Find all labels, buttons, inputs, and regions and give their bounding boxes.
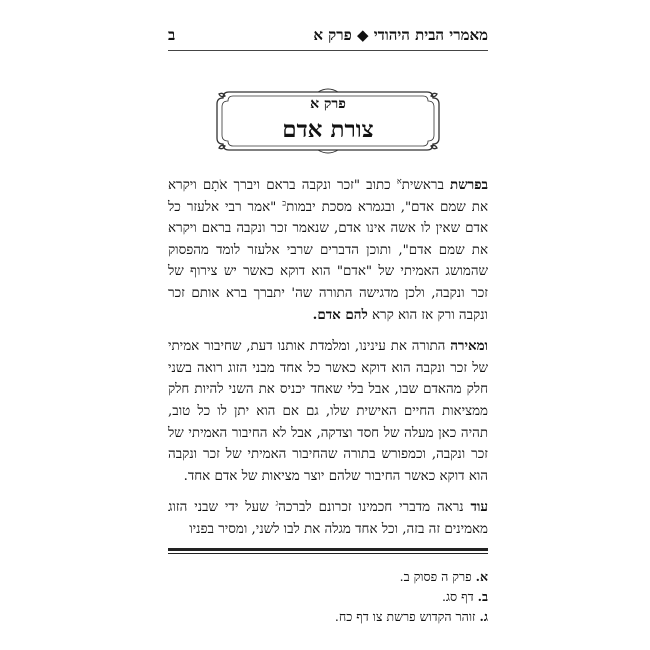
footnotes [168,567,488,627]
footnote-marker: א. [475,569,488,584]
footnote-marker: ג. [479,609,488,624]
paragraph-lead-word: עוד [470,499,488,516]
footnote [168,607,488,627]
footnote-text: פרק ה פסוק ב. [399,569,476,584]
running-header-title: מאמרי הבית היהודי ◆ פרק א [313,26,488,44]
footnote-marker: ב. [477,589,488,604]
body-text [168,175,488,541]
chapter-number: פרק א [310,96,346,112]
header-rule [168,50,488,51]
footnote-text: זוהר הקדוש פרשת צו דף כח. [334,609,480,624]
paragraph [168,336,488,487]
chapter-title-frame [215,88,441,154]
paragraph-lead-word: ומאירה [450,338,488,355]
footnote-separator-thick [168,548,488,551]
footnote-separator-thin [168,553,488,554]
text-run: כתוב "זכר ונקבה בראם ויברך אֹתָם ויקרא את שמם אדם", ובגמרא מסכת יבמות [168,178,488,215]
footnote [168,567,488,587]
page-number: ב [168,26,176,44]
footnote-separator [168,548,488,555]
footnote-ref: ג [275,498,279,508]
text-run: התורה את עינינו, ומלמדת אותנו דעת, שחיבור אמיתי של זכר ונקבה הוא דוקא כאשר כל אחד מבני הזוג רואה בשני חלק מהאדם שבו, אבל בלי שאחד יכניס את השני להיות חלק ממציאות החיים האישית שלו, גם אם הוא יתן לו כל טוב, תהיה כאן מעלה של חסד וצדקה, אבל לא החיבור האמיתי של זכר ונקבה, וכמפורש בתורה שהחיבור האמיתי של זכר ונקבה הוא דוקא כאשר החיבור שלהם יוצר מציאות של אדם אחד. [168,339,488,484]
text-run-bold: להם אדם. [312,306,368,323]
paragraph [168,175,488,326]
chapter-title: צורת אדם [282,116,374,143]
footnote-ref: ב [282,198,287,208]
text-run: בראשית [401,178,451,193]
text-run: נראה מדברי חכמינו זכרונם לברכה [278,500,471,516]
text-run: שעל ידי שבני הזוג מאמינים זה בזה, וכל אחד מגלה את לבו לשני, ומסיר בפניו [168,500,488,537]
text-run: "אמר רבי אלעזר כל אדם שאין לו אשה אינו אדם, שנאמר זכר ונקבה בראם ויקרא את שמם אדם", ותוכן הדברים שרבי אלעזר לומד מהפסוק שהמושג האמיתי של "אדם" הוא דוקא כאשר יש צירוף של זכר ונקבה, ולכן מדגישה התורה שה' יתברך ברא אותם זכר ונקבה ורק אז הוא קרא [168,199,488,323]
footnote-text: דף סג. [441,589,478,604]
paragraph-lead-word: בפרשת [450,177,488,193]
paragraph [168,497,488,540]
running-header [168,26,488,48]
footnote [168,587,488,607]
footnote-ref: א [396,176,402,186]
